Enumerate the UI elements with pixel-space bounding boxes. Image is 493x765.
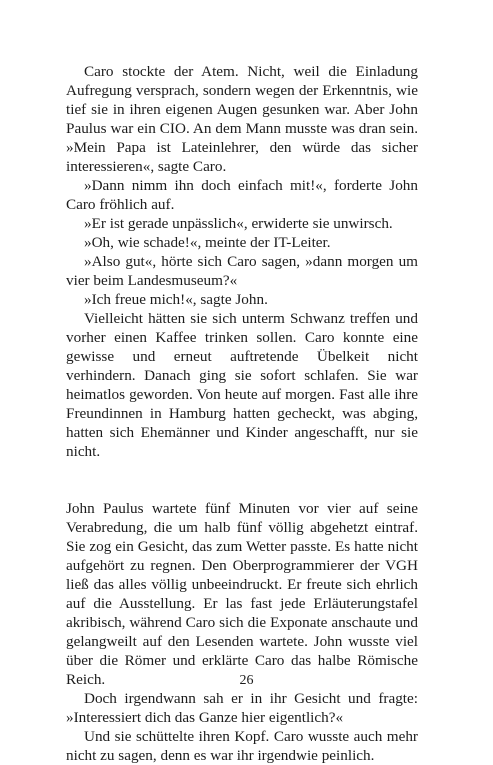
paragraph: »Also gut«, hörte sich Caro sagen, »dann morgen um vier beim Landesmuseum?« bbox=[66, 253, 418, 289]
paragraph: »Dann nimm ihn doch einfach mit!«, forderte John Caro fröhlich auf. bbox=[66, 177, 418, 213]
paragraph: Und sie schüttelte ihren Kopf. Caro wusste auch mehr nicht zu sagen, denn es war ihr irgendwie peinlich. bbox=[66, 728, 418, 764]
paragraph: »Er ist gerade unpässlich«, erwiderte sie unwirsch. bbox=[84, 215, 393, 232]
paragraph: Doch irgendwann sah er in ihr Gesicht und fragte: »Interessiert dich das Ganze hier eigentlich?« bbox=[66, 690, 418, 726]
paragraph: »Oh, wie schade!«, meinte der IT-Leiter. bbox=[84, 234, 331, 251]
page-number: 26 bbox=[239, 673, 254, 688]
paragraph: Caro stockte der Atem. Nicht, weil die Einladung Aufregung versprach, sondern wegen der Erkenntnis, wie tief sie in ihren eigenen Augen gesunken war. Aber John Paulus war ein CIO. An dem Mann musste was dran sein. »Mein Papa ist Lateinlehrer, den würde das sicher interessieren«, sagte Caro. bbox=[66, 63, 418, 175]
paragraph: »Ich freue mich!«, sagte John. bbox=[84, 291, 268, 308]
paragraph: Vielleicht hätten sie sich unterm Schwanz treffen und vorher einen Kaffee trinken sollen. Caro konnte eine gewisse und erneut auftretende Übelkeit nicht verhindern. Danach ging sie sofort schlafen. Sie war heimatlos geworden. Von heute auf morgen. Fast alle ihre Freundinnen in Hamburg hatten gecheckt, was abging, hatten sich Ehemänner und Kinder angeschafft, nur sie nicht. bbox=[66, 310, 418, 460]
body-text bbox=[66, 62, 418, 765]
paragraph: John Paulus wartete fünf Minuten vor vier auf seine Verabredung, die um halb fünf völlig abgehetzt eintraf. Sie zog ein Gesicht, das zum Wetter passte. Es hatte nicht aufgehört zu regnen. Den Oberprogrammierer der VGH ließ das alles völlig unbeeindruckt. Er freute sich ehrlich auf die Ausstellung. Er las fast jede Erläuterungstafel akribisch, während Caro sich die Exponate anschaute und gelangweilt auf den Lesenden wartete. John wusste viel über die Römer und erklärte Caro das halbe Römische Reich. bbox=[66, 500, 418, 688]
section-break bbox=[66, 461, 418, 499]
